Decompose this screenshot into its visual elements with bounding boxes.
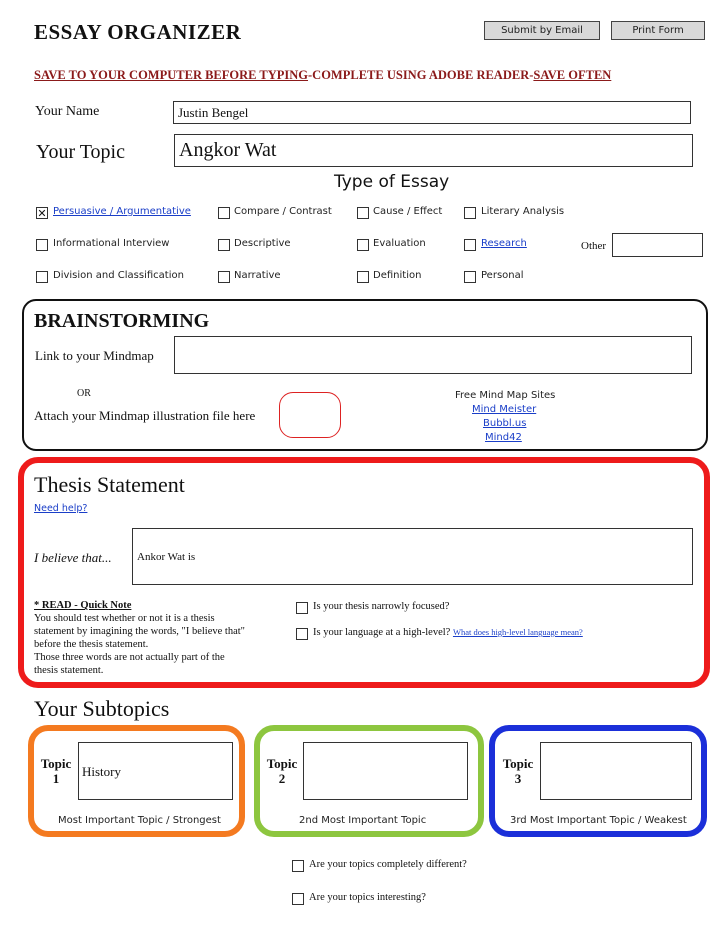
subtopic-1-label <box>36 756 76 786</box>
need-help-link[interactable]: Need help? <box>34 503 88 514</box>
warning-part-3: SAVE OFTEN <box>533 68 612 82</box>
subtopic-3-caption: 3rd Most Important Topic / Weakest <box>510 815 687 826</box>
essay-type-checkbox-cause-effect[interactable] <box>357 207 369 219</box>
essay-type-checkbox-informational-interview[interactable] <box>36 239 48 251</box>
essay-type-checkbox-evaluation[interactable] <box>357 239 369 251</box>
warning-part-2: -COMPLETE USING ADOBE READER- <box>308 68 534 82</box>
your-topic-label: Your Topic <box>36 141 125 163</box>
essay-type-label-division-and-classification: Division and Classification <box>53 270 184 281</box>
your-topic-field[interactable]: Angkor Wat <box>174 134 693 167</box>
essay-type-checkbox-persuasive-argumentative[interactable]: ✕ <box>37 206 47 220</box>
topic-word: Topic <box>266 756 298 771</box>
subtopic-2-label <box>262 756 302 786</box>
essay-type-checkbox-narrative[interactable] <box>218 271 230 283</box>
mind42-link[interactable]: Mind42 <box>485 432 522 443</box>
bubbl-us-link[interactable]: Bubbl.us <box>483 418 527 429</box>
your-name-label: Your Name <box>35 104 100 119</box>
your-name-field[interactable]: Justin Bengel <box>173 101 691 124</box>
mind-meister-link[interactable]: Mind Meister <box>472 404 537 415</box>
high-level-language-question <box>313 627 583 638</box>
essay-type-label-narrative: Narrative <box>234 270 281 281</box>
topics-different-label: Are your topics completely different? <box>309 859 467 870</box>
thesis-statement-field[interactable]: Ankor Wat is <box>132 528 693 585</box>
essay-type-label-informational-interview: Informational Interview <box>53 238 170 249</box>
essay-type-checkbox-personal[interactable] <box>464 271 476 283</box>
essay-type-label-definition: Definition <box>373 270 422 281</box>
essay-type-label-research[interactable]: Research <box>481 238 527 249</box>
topic-word: Topic <box>502 756 534 771</box>
essay-type-checkbox-division-and-classification[interactable] <box>36 271 48 283</box>
essay-type-label-cause-effect: Cause / Effect <box>373 206 443 217</box>
mindmap-link-field[interactable] <box>174 336 692 374</box>
thesis-focused-label: Is your thesis narrowly focused? <box>313 601 450 612</box>
essay-type-label-compare-contrast: Compare / Contrast <box>234 206 332 217</box>
essay-type-label-evaluation: Evaluation <box>373 238 426 249</box>
mindmap-link-label: Link to your Mindmap <box>35 348 154 363</box>
essay-type-checkbox-literary-analysis[interactable] <box>464 207 476 219</box>
brainstorming-heading: BRAINSTORMING <box>34 310 210 332</box>
other-label: Other <box>581 240 607 252</box>
topics-different-checkbox[interactable] <box>292 860 304 872</box>
subtopic-2-field[interactable] <box>303 742 468 800</box>
subtopic-3-field[interactable] <box>540 742 692 800</box>
high-level-language-link[interactable]: What does high-level language mean? <box>452 627 583 637</box>
print-form-button[interactable]: Print Form <box>611 21 705 40</box>
or-text: OR <box>77 388 91 399</box>
topics-interesting-checkbox[interactable] <box>292 893 304 905</box>
topic-number: 1 <box>52 771 60 786</box>
essay-type-label-persuasive-argumentative[interactable]: Persuasive / Argumentative <box>53 206 191 217</box>
subtopic-1-caption: Most Important Topic / Strongest <box>58 815 221 826</box>
subtopic-2-caption: 2nd Most Important Topic <box>299 815 427 826</box>
subtopic-1-value: History <box>82 764 121 779</box>
mind-map-sites-title: Free Mind Map Sites <box>455 390 556 401</box>
attach-file-button[interactable] <box>279 392 341 438</box>
form-title: ESSAY ORGANIZER <box>34 20 242 44</box>
essay-type-label-personal: Personal <box>481 270 524 281</box>
quick-note-line: Those three words are not actually part of the <box>34 652 225 663</box>
essay-type-label-descriptive: Descriptive <box>234 238 291 249</box>
quick-note-line: statement by imagining the words, "I believe that" <box>34 626 245 637</box>
topic-word: Topic <box>40 756 72 771</box>
high-level-language-checkbox[interactable] <box>296 628 308 640</box>
warning-part-1: SAVE TO YOUR COMPUTER BEFORE TYPING <box>34 68 309 82</box>
topic-number: 3 <box>514 771 522 786</box>
essay-type-checkbox-descriptive[interactable] <box>218 239 230 251</box>
essay-type-checkbox-research[interactable] <box>464 239 476 251</box>
subtopic-3-label <box>498 756 538 786</box>
quick-note-text <box>34 612 245 677</box>
essay-type-checkbox-compare-contrast[interactable] <box>218 207 230 219</box>
type-of-essay-heading: Type of Essay <box>334 172 450 192</box>
submit-by-email-button[interactable]: Submit by Email <box>484 21 600 40</box>
attach-mindmap-label: Attach your Mindmap illustration file here <box>34 408 256 423</box>
thesis-focused-checkbox[interactable] <box>296 602 308 614</box>
high-level-language-label: Is your language at a high-level? <box>313 627 451 638</box>
subtopics-heading: Your Subtopics <box>34 696 170 721</box>
quick-note-line: thesis statement. <box>34 665 104 676</box>
quick-note-line: before the thesis statement. <box>34 639 149 650</box>
quick-note-title: * READ - Quick Note <box>34 600 132 611</box>
essay-type-checkbox-definition[interactable] <box>357 271 369 283</box>
topics-interesting-label: Are your topics interesting? <box>309 892 426 903</box>
topic-number: 2 <box>278 771 286 786</box>
save-warning <box>34 68 611 83</box>
thesis-heading: Thesis Statement <box>34 472 185 497</box>
i-believe-that-label: I believe that... <box>34 550 112 565</box>
essay-type-label-literary-analysis: Literary Analysis <box>481 206 565 217</box>
quick-note-line: You should test whether or not it is a thesis <box>34 613 215 624</box>
other-type-field[interactable] <box>612 233 703 257</box>
